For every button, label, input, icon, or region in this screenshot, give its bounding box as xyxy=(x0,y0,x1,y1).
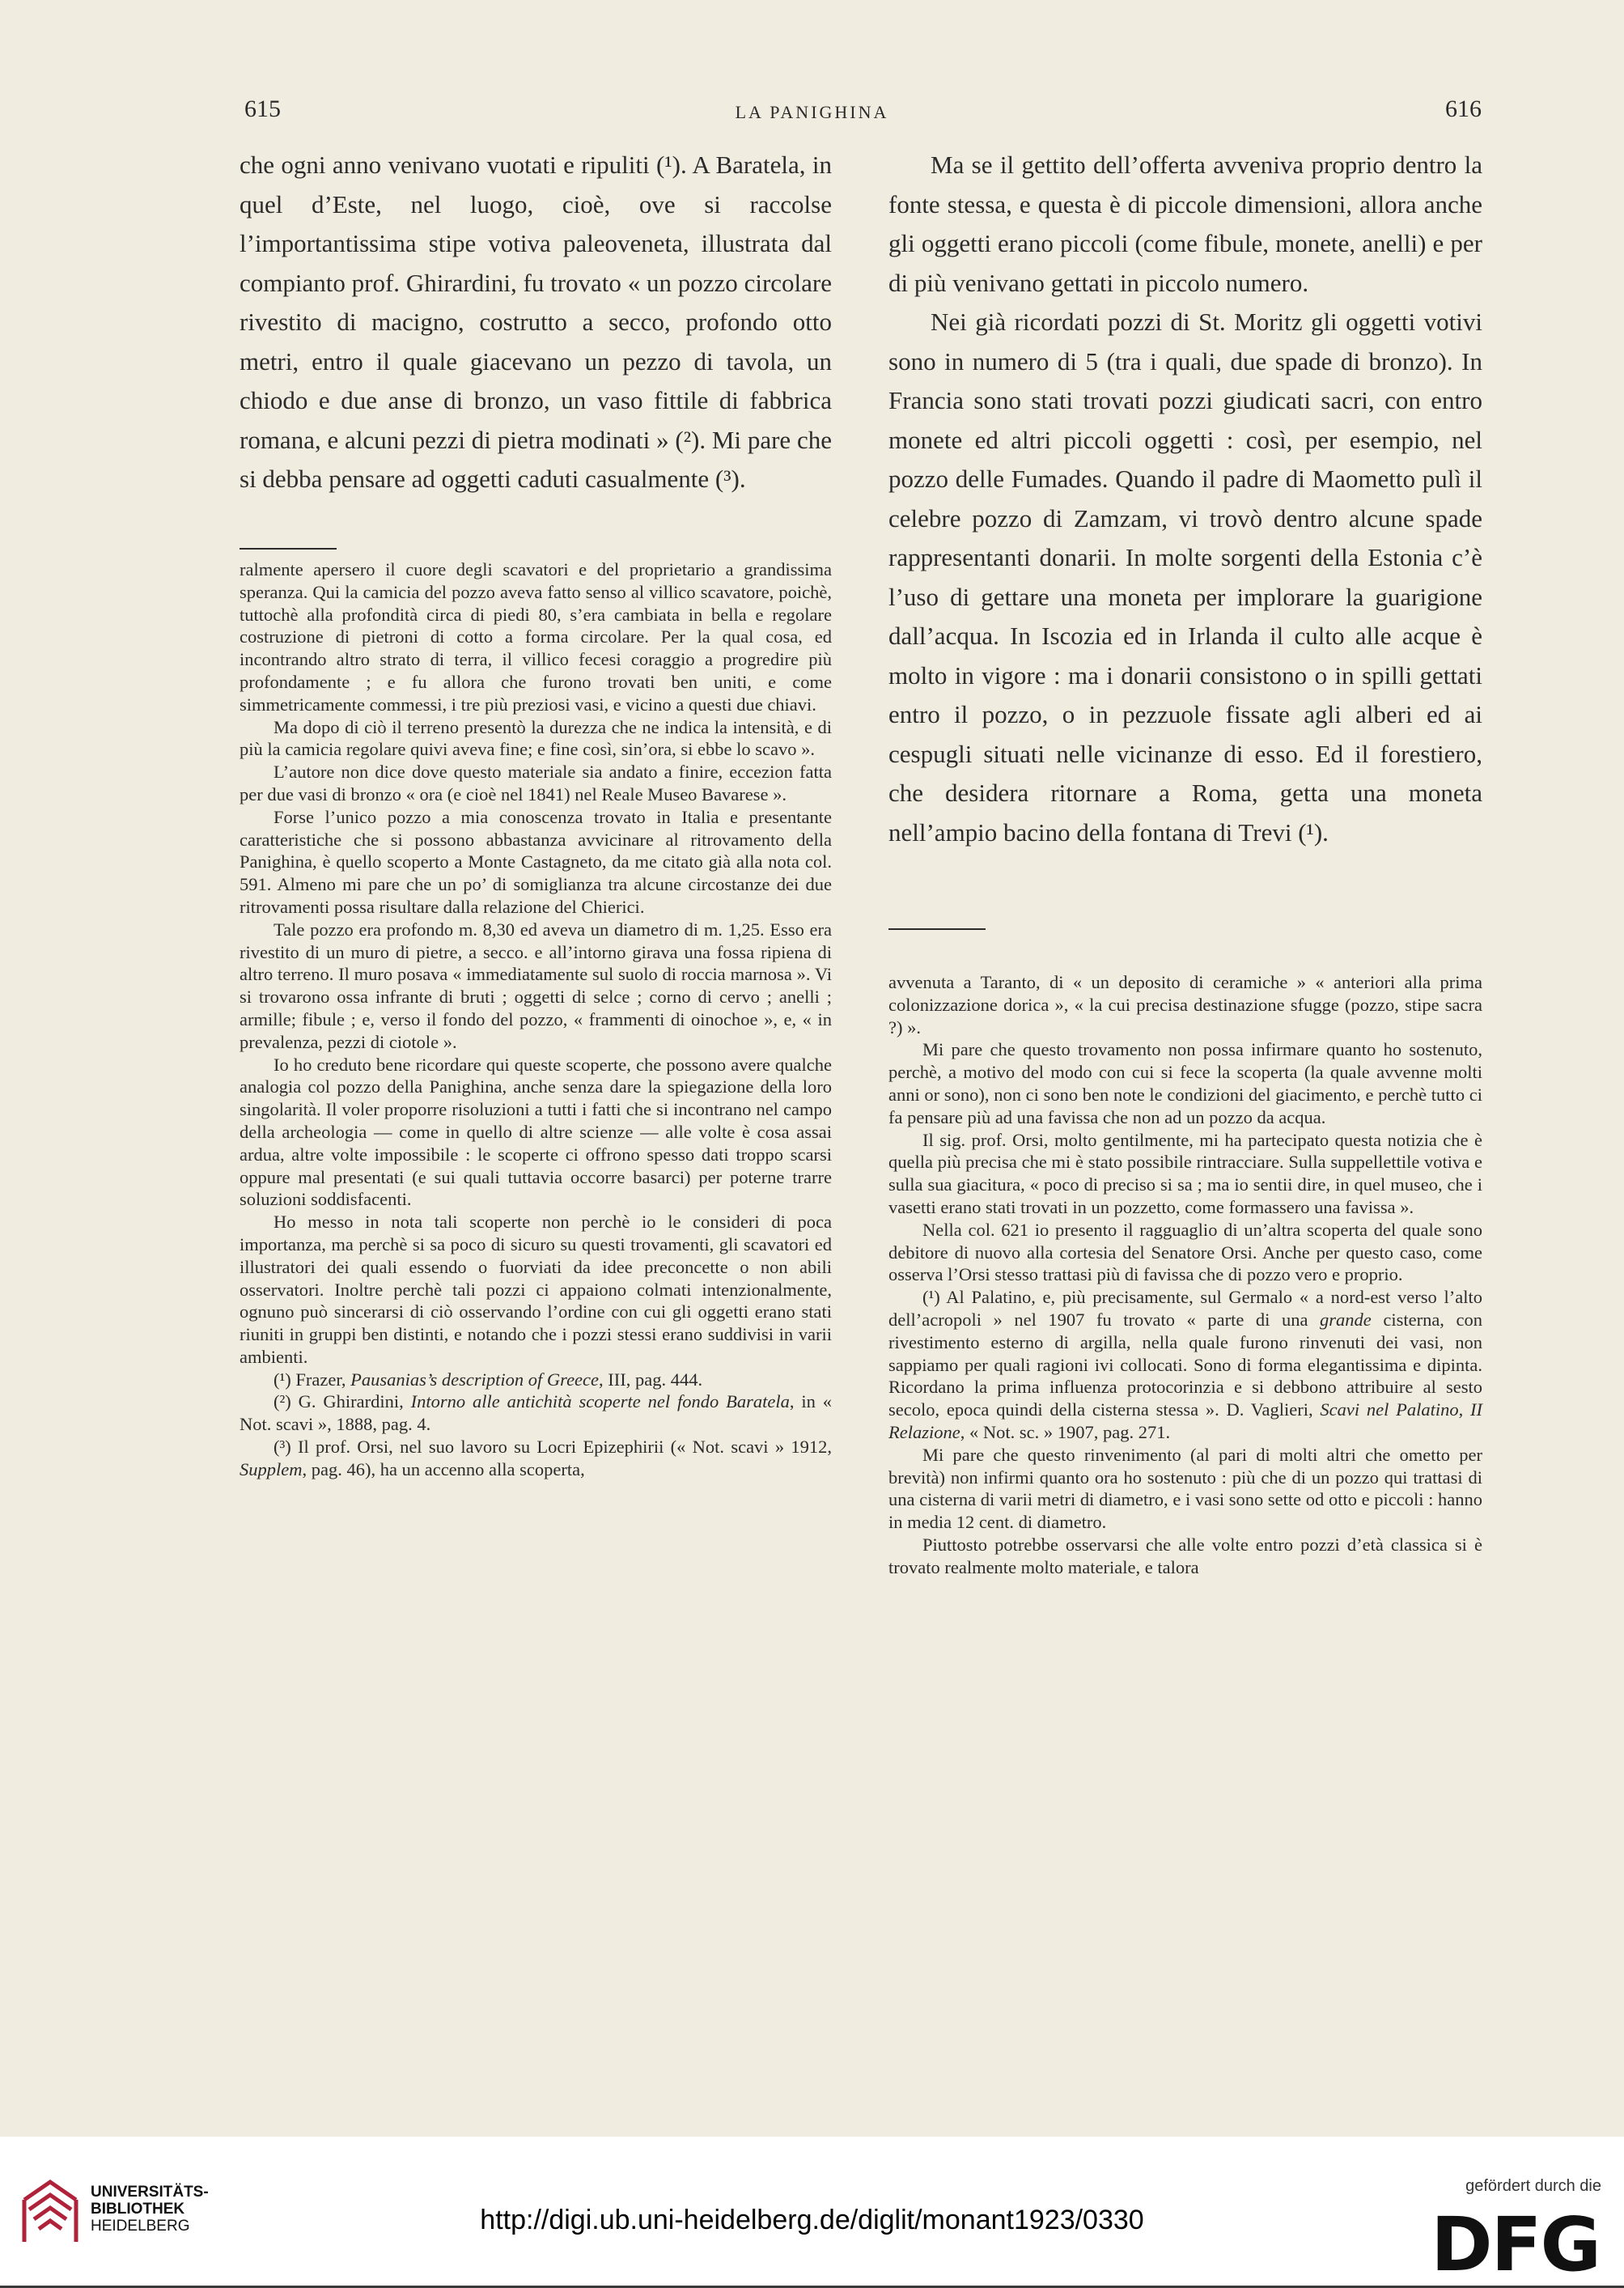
dfg-logo[interactable]: DFG xyxy=(1431,2201,1600,2288)
left-main-text xyxy=(240,146,832,499)
footnote-paragraph: Ma dopo di ciò il terreno presentò la durezza che ne indica la intensità, e di più la camicia regolare quivi aveva fine; e fine così, sin’ora, si ebbe lo scavo ». xyxy=(240,716,832,760)
footnote-paragraph: Ho messo in nota tali scoperte non perchè io le consideri di poca importanza, ma perchè si sa poco di sicuro su questi trovamenti, gli scavatori ed illustratori dei quali essendo o fuorviati da idee preconcette o non abili osservatori. Inoltre perchè tali pozzi ci appaiono colmati intenzionalmente, ognuno può sincerarsi di ciò osservando l’ordine con cui gli oggetti erano stati riuniti in gruppi ben distinti, e notando che i pozzi stessi erano suddivisi in varii ambienti. xyxy=(240,1212,832,1367)
running-title: LA PANIGHINA xyxy=(735,102,889,122)
footnote-paragraph: Io ho creduto bene ricordare qui queste scoperte, che possono avere qualche analogia col pozzo della Panighina, anche senza dare la spiegazione della loro singolarità. Il voler proporre risoluzioni a tutti i fatti che si incontrano nel campo della archeologia — come in quello di altre scienze — alle volte è cosa assai ardua, altre volte impossibile : le scoperte ci offrono spesso dati troppo scarsi oppure mal presentati (e sui quali tuttavia occorre basarci) per poterne trarre soluzioni soddisfacenti. xyxy=(240,1054,832,1210)
footnote-1-right: (¹) Al Palatino, e, più precisamente, sul Germalo « a nord-est verso l’alto dell’acropoli » nel 1907 fu trovato « parte di una grande cisterna, con rivestimento esterno di argilla, nella quale furono rinvenuti dei vasi, non sappiamo per quali ragioni ivi collocati. Sono di forma elegantissima e dipinta. Ricordano la prima influenza protocorinzia e si debbono attribuire al sesto secolo, epoca quindi della cisterna stessa ». D. Vaglieri, Scavi nel Palatino, II Relazione, « Not. sc. » 1907, pag. 271. xyxy=(888,1287,1482,1442)
paragraph: Nei già ricordati pozzi di St. Moritz gli oggetti votivi sono in numero di 5 (tra i quali, due spade di bronzo). In Francia sono stati trovati pozzi giudicati sacri, con entro monete ed altri piccoli oggetti : così, per esempio, nel pozzo delle Fumades. Quando il padre di Maometto pulì il celebre pozzo di Zamzam, vi trovò dentro alcune spade rappresentanti donarii. In molte sorgenti della Estonia c’è l’uso di gettare una moneta per implorare la guarigione dall’acqua. In Iscozia ed in Irlanda il culto alle acque è molto in vigore : ma i donarii consistono o in spilli gettati entro il pozzo, o in pezzuole fissate agli alberi ed ai cespugli situati nelle vicinanze di esso. Ed il forestiero, che desidera ritornare a Roma, getta una moneta nell’ampio bacino della fontana di Trevi (¹). xyxy=(888,308,1482,847)
paragraph: che ogni anno venivano vuotati e ripuliti (¹). A Baratela, in quel d’Este, nel luogo, cioè, ove si raccolse l’importantissima stipe votiva paleoveneta, illustrata dal compianto prof. Ghirardini, fu trovato « un pozzo circolare rivestito di macigno, costrutto a secco, profondo otto metri, entro il quale giacevano un pezzo di tavola, un chiodo e due anse di bronzo, un vaso fittile di fabbrica romana, e alcuni pezzi di pietra modinati » (²). Mi pare che si debba pensare ad oggetti caduti casualmente (³). xyxy=(240,151,832,493)
footnote-paragraph: Il sig. prof. Orsi, molto gentilmente, mi ha partecipato questa notizia che è quella più precisa che mi è stato possibile rintracciare. Sulla suppellettile votiva e sulla sua giacitura, « poco di preciso si sa ; ma io sentii dire, in quel museo, che i vasetti erano stati trovati in un pozzetto, come formassero una favissa ». xyxy=(888,1129,1482,1217)
footnote-paragraph: L’autore non dice dove questo materiale sia andato a finire, eccezion fatta per due vasi di bronzo « ora (e cioè nel 1841) nel Reale Museo Bavarese ». xyxy=(240,762,832,804)
footnote-paragraph: Mi pare che questo trovamento non possa infirmare quanto ho sostenuto, perchè, a motivo del modo con cui si fece la scoperta (la quale avvenne molti anni or sono), non ci sono ben note le condizioni del giacimento, e perchè tutto ci fa pensare più ad una favissa che non ad un pozzo da acqua. xyxy=(888,1039,1482,1127)
footnote-paragraph: ralmente apersero il cuore degli scavatori e del proprietario a grandissima speranza. Qui la camicia del pozzo aveva fatto senso al villico scavatore, poichè, tuttochè alla profondità circa di piedi 80, s’era cambiata in bella e regolare costruzione di pietroni di cotto a forma circolare. Per la qual cosa, ed incontrando altro strato di terra, il villico fecesi coraggio a progredire più profondamente ; e fu allora che furono trovati ben uniti, e come simmetricamente commessi, i tre più preziosi vasi, e vicino a questi due chiavi. xyxy=(240,559,832,715)
viewer-footer xyxy=(0,2137,1624,2286)
funding-caption: gefördert durch die xyxy=(1465,2177,1601,2195)
footnote-paragraph: Nella col. 621 io presento il ragguaglio di un’altra scoperta del quale sono debitore di nuovo alla cortesia del Senatore Orsi. Anche per questo caso, come osserva l’Orsi stesso trattasi più di favissa che di pozzo vero e proprio. xyxy=(888,1219,1482,1285)
library-name[interactable]: UNIVERSITÄTS- BIBLIOTHEK HEIDELBERG xyxy=(91,2184,209,2235)
footnote-rule xyxy=(240,548,337,550)
paragraph: Ma se il gettito dell’offerta avveniva proprio dentro la fonte stessa, e questa è di piccole dimensioni, allora anche gli oggetti erano piccoli (come fibule, monete, anelli) e per di più venivano gettati in piccolo numero. xyxy=(888,151,1482,297)
page-number-right: 616 xyxy=(1445,96,1482,122)
running-header xyxy=(0,96,1624,128)
right-main-text xyxy=(888,146,1482,852)
permalink-url[interactable]: http://digi.ub.uni-heidelberg.de/diglit/monant1923/0330 xyxy=(480,2205,1144,2235)
left-footnotes xyxy=(240,558,832,1481)
footnote-paragraph: Forse l’unico pozzo a mia conoscenza trovato in Italia e presentante caratteristiche che si possono abbastanza avvicinare al ritrovamento della Panighina, è quello scoperto a Monte Castagneto, da me citato già alla nota col. 591. Almeno mi pare che un po’ di somiglianza tra alcune circostanze dei due ritrovamenti possa risultare dalla relazione del Chierici. xyxy=(240,806,832,917)
right-footnotes xyxy=(888,971,1482,1579)
footnote-rule xyxy=(888,928,986,930)
footnote-2: (²) G. Ghirardini, Intorno alle antichità scoperte nel fondo Baratela, in « Not. scavi », 1888, pag. 4. xyxy=(240,1391,832,1435)
footnote-paragraph: Tale pozzo era profondo m. 8,30 ed aveva un diametro di m. 1,25. Esso era rivestito di un muro di pietre, a secco. e all’intorno girava una fossa ripiena di altro terreno. Il muro posava « immediatamente sul suolo di roccia marnosa ». Vi si trovarono ossa infrante di bruti ; oggetti di selce ; corno di cervo ; anelli ; armille; fibule ; e, verso il fondo del pozzo, « frammenti di oinochoe », e, « in prevalenza, pezzi di ciotole ». xyxy=(240,919,832,1052)
footnote-paragraph: avvenuta a Taranto, di « un deposito di ceramiche » « anteriori alla prima colonizzazione dorica », « la cui precisa destinazione sfugge (pozzo, stipe sacra ?) ». xyxy=(888,972,1482,1038)
footnote-paragraph: Piuttosto potrebbe osservarsi che alle volte entro pozzi d’età classica si è trovato realmente molto materiale, e talora xyxy=(888,1534,1482,1577)
footnote-3: (³) Il prof. Orsi, nel suo lavoro su Locri Epizephirii (« Not. scavi » 1912, Supplem, pag. 46), ha un accenno alla scoperta, xyxy=(240,1437,832,1479)
footnote-1: (¹) Frazer, Pausanias’s description of Greece, III, pag. 444. xyxy=(273,1369,703,1390)
footnote-paragraph: Mi pare che questo rinvenimento (al pari di molti altri che ometto per brevità) non infirmi quanto ora ho sostenuto : più che di un pozzo qui trattasi di una cisterna di varii metri di diametro, e i vasi sono sette od otto e piccoli : hanno in media 12 cent. di diametro. xyxy=(888,1444,1482,1533)
page-number-left: 615 xyxy=(244,96,281,122)
